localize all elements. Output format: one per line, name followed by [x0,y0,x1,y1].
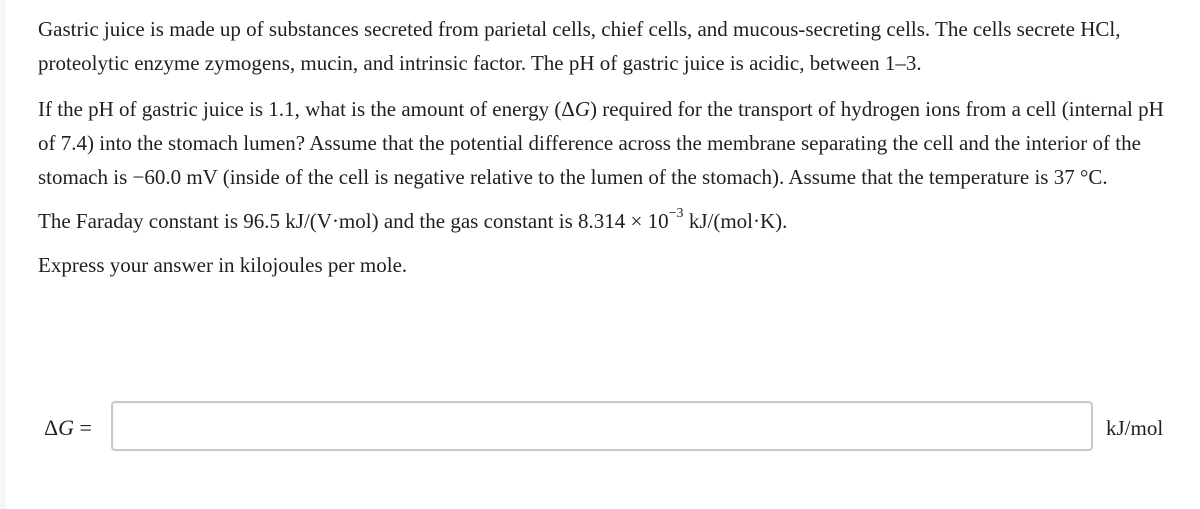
answer-instruction: Express your answer in kilojoules per mole. [38,253,408,277]
question-text-start: If the pH of gastric juice is 1.1, what is the amount of energy (Δ [38,97,575,121]
problem-intro: Gastric juice is made up of substances secreted from parietal cells, chief cells, and mucous-secreting cells. The cells secrete HCl, proteolytic enzyme zymogens, mucin, and intrinsic factor. The pH of gastric juice is acidic, between 1–3. [38,17,1121,75]
problem-statement [38,12,1178,282]
answer-label-equals: = [74,415,92,440]
constants-text-end: kJ/(mol·K). [683,209,788,233]
answer-input[interactable] [111,401,1093,451]
answer-label-delta: Δ [44,415,59,440]
answer-unit: kJ/mol [1106,416,1164,440]
constants-exponent: −3 [668,206,684,221]
question-variable: G [574,97,590,121]
constants-text-start: The Faraday constant is 96.5 kJ/(V·mol) and the gas constant is 8.314 × 10 [38,209,669,233]
answer-label-variable: G [58,415,75,440]
answer-row [0,400,1200,454]
problem-question [38,92,1178,194]
problem-constants [38,204,1178,238]
answer-label [44,414,92,442]
question-text-end: ) required for the transport of hydrogen ions from a cell (internal pH of 7.4) into the stomach lumen? Assume that the potential difference across the membrane separating the cell and the interior of the stomach is −60.0 mV (inside of the cell is negative relative to the lumen of the stomach). Assume that the temperature is 37 °C. [38,97,1164,189]
